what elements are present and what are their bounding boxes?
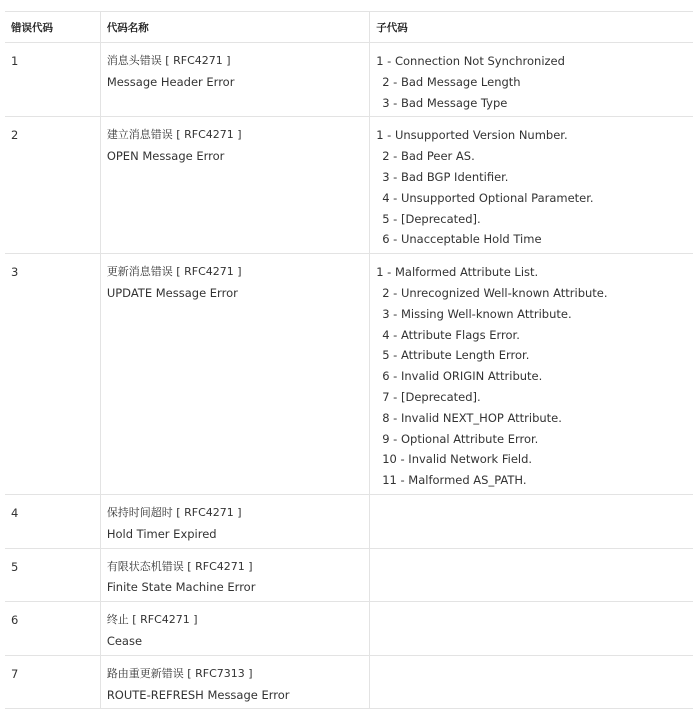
bgp-error-code-table xyxy=(5,11,693,709)
subcode-cell xyxy=(370,655,693,709)
error-code-cell: 5 xyxy=(5,548,100,602)
table-header xyxy=(5,12,693,43)
code-name-en: ROUTE-REFRESH Message Error xyxy=(106,687,290,702)
table-row xyxy=(5,43,693,117)
header-row xyxy=(5,12,693,43)
table-row xyxy=(5,117,693,254)
code-name-zh: 终止 [ RFC4271 ] xyxy=(106,613,198,627)
table-row xyxy=(5,655,693,709)
code-name-cell xyxy=(100,655,369,709)
error-code-cell: 7 xyxy=(5,655,100,709)
subcode-item: 10 - Invalid Network Field. xyxy=(382,452,533,467)
code-name-zh: 路由重更新错误 [ RFC7313 ] xyxy=(106,666,253,680)
subcode-item: 4 - Unsupported Optional Parameter. xyxy=(382,190,594,205)
code-name-zh: 消息头错误 [ RFC4271 ] xyxy=(106,54,231,67)
subcode-item: 6 - Unacceptable Hold Time xyxy=(382,232,542,247)
code-name-cell xyxy=(100,494,369,548)
code-name-cell xyxy=(100,117,369,254)
subcode-item: 6 - Invalid ORIGIN Attribute. xyxy=(382,369,543,384)
error-code-cell: 6 xyxy=(5,602,100,656)
code-name-en: Message Header Error xyxy=(106,74,235,89)
subcode-item: 3 - Missing Well-known Attribute. xyxy=(382,306,572,321)
subcode-cell xyxy=(370,117,693,254)
subcode-item: 11 - Malformed AS_PATH. xyxy=(382,473,527,488)
subcode-item: 3 - Bad Message Type xyxy=(382,95,508,110)
table-row xyxy=(5,494,693,548)
subcode-cell xyxy=(370,43,693,117)
header-error-code: 错误代码 xyxy=(5,12,100,43)
error-code-cell: 1 xyxy=(5,43,100,117)
table-row xyxy=(5,254,693,495)
code-name-en: OPEN Message Error xyxy=(106,149,225,164)
subcode-item: 2 - Bad Message Length xyxy=(382,74,521,89)
subcode-item: 1 - Malformed Attribute List. xyxy=(376,265,539,280)
code-name-en: Finite State Machine Error xyxy=(106,580,256,595)
error-code-cell: 4 xyxy=(5,494,100,548)
subcode-item: 5 - [Deprecated]. xyxy=(382,211,481,226)
subcode-item: 7 - [Deprecated]. xyxy=(382,389,481,404)
code-name-cell xyxy=(100,254,369,495)
code-name-en: UPDATE Message Error xyxy=(106,285,238,300)
code-name-zh: 有限状态机错误 [ RFC4271 ] xyxy=(106,559,253,573)
header-code-name: 代码名称 xyxy=(100,12,369,43)
code-name-en: Cease xyxy=(106,633,143,648)
table-row xyxy=(5,602,693,656)
subcode-item: 2 - Unrecognized Well-known Attribute. xyxy=(382,285,608,300)
error-code-cell: 3 xyxy=(5,254,100,495)
subcode-cell xyxy=(370,602,693,656)
subcode-item: 9 - Optional Attribute Error. xyxy=(382,431,539,446)
subcode-cell xyxy=(370,548,693,602)
header-subcode: 子代码 xyxy=(370,12,693,43)
subcode-item: 4 - Attribute Flags Error. xyxy=(382,327,520,342)
table-row xyxy=(5,548,693,602)
error-code-cell: 2 xyxy=(5,117,100,254)
subcode-item: 3 - Bad BGP Identifier. xyxy=(382,169,509,184)
subcode-cell xyxy=(370,254,693,495)
table-body xyxy=(5,43,693,709)
code-name-en: Hold Timer Expired xyxy=(106,526,217,541)
code-name-zh: 更新消息错误 [ RFC4271 ] xyxy=(106,265,242,279)
code-name-zh: 保持时间超时 [ RFC4271 ] xyxy=(106,505,242,519)
subcode-item: 5 - Attribute Length Error. xyxy=(382,348,530,363)
subcode-item: 8 - Invalid NEXT_HOP Attribute. xyxy=(382,410,562,425)
code-name-cell xyxy=(100,548,369,602)
subcode-cell xyxy=(370,494,693,548)
code-name-cell xyxy=(100,602,369,656)
subcode-item: 2 - Bad Peer AS. xyxy=(382,149,475,164)
code-name-zh: 建立消息错误 [ RFC4271 ] xyxy=(106,128,242,142)
code-name-cell xyxy=(100,43,369,117)
subcode-item: 1 - Connection Not Synchronized xyxy=(376,54,565,68)
subcode-item: 1 - Unsupported Version Number. xyxy=(376,128,568,143)
